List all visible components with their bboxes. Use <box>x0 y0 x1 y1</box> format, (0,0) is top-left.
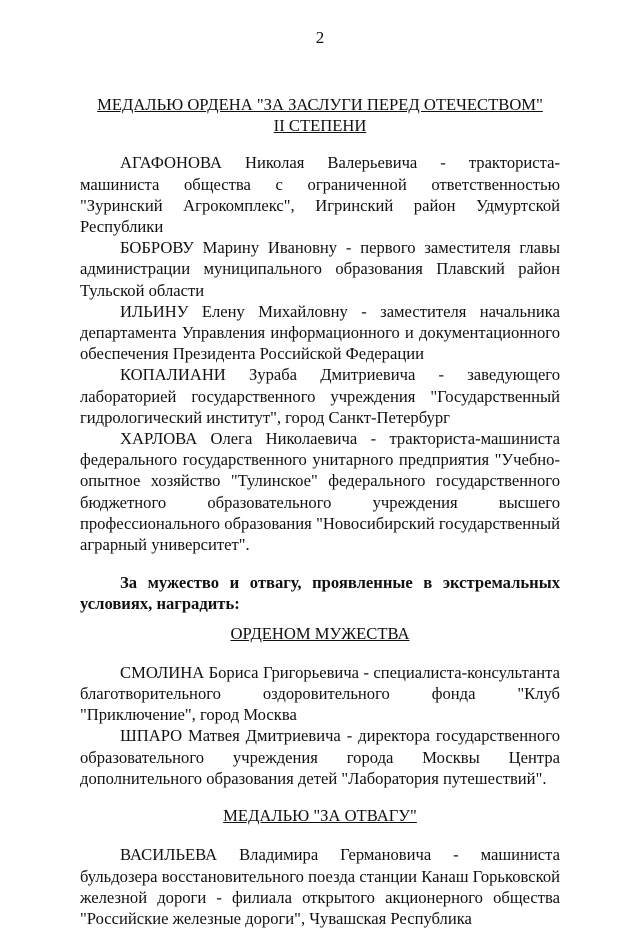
award-entry: ВАСИЛЬЕВА Владимира Германовича - машиниста бульдозера восстановительного поезда станции Канаш Горьковской железной дороги - филиала открытого акционерного общества "Российские железные дороги", Чувашская Республика <box>80 845 560 928</box>
award-entry: ШПАРО Матвея Дмитриевича - директора государственного образовательного учреждения города Москвы Центра дополнительного образования детей "Лаборатория путешествий". <box>80 726 560 788</box>
section-heading-order-courage: ОРДЕНОМ МУЖЕСТВА <box>230 623 410 643</box>
document-body <box>80 94 560 929</box>
page-number: 2 <box>315 28 325 47</box>
award-entry: ХАРЛОВА Олега Николаевича - тракториста-машиниста федерального государственного унитарного предприятия "Учебно-опытное хозяйство "Тулинское" федерального государственного бюджетного образовательного учреждения высшего профессионального образования "Новосибирский государственный аграрный университет". <box>80 429 560 555</box>
section-heading-medal-order <box>80 94 560 136</box>
heading-line: II СТЕПЕНИ <box>273 116 367 136</box>
award-intro: За мужество и отвагу, проявленные в экстремальных условиях, наградить: <box>80 573 560 614</box>
award-entry: БОБРОВУ Марину Ивановну - первого заместителя главы администрации муниципального образования Плавский район Тульской области <box>80 238 560 300</box>
award-entry: СМОЛИНА Бориса Григорьевича - специалиста-консультанта благотворительного оздоровительного фонда "Клуб "Приключение", город Москва <box>80 662 560 725</box>
heading-line: МЕДАЛЬЮ ОРДЕНА "ЗА ЗАСЛУГИ ПЕРЕД ОТЕЧЕСТВОМ" <box>97 95 543 114</box>
award-entry: ИЛЬИНУ Елену Михайловну - заместителя начальника департамента Управления информационного и документационного обеспечения Президента Российской Федерации <box>80 301 560 364</box>
section-heading-medal-bravery: МЕДАЛЬЮ "ЗА ОТВАГУ" <box>223 806 417 826</box>
award-entry: КОПАЛИАНИ Зураба Дмитриевича - заведующего лабораторией государственного учреждения "Государственный гидрологический институт", город Санкт-Петербург <box>80 365 560 427</box>
award-entry: АГАФОНОВА Николая Валерьевича - тракториста-машиниста общества с ограниченной ответственностью "Зуринский Агрокомплекс", Игринский район Удмуртской Республики <box>80 153 560 237</box>
